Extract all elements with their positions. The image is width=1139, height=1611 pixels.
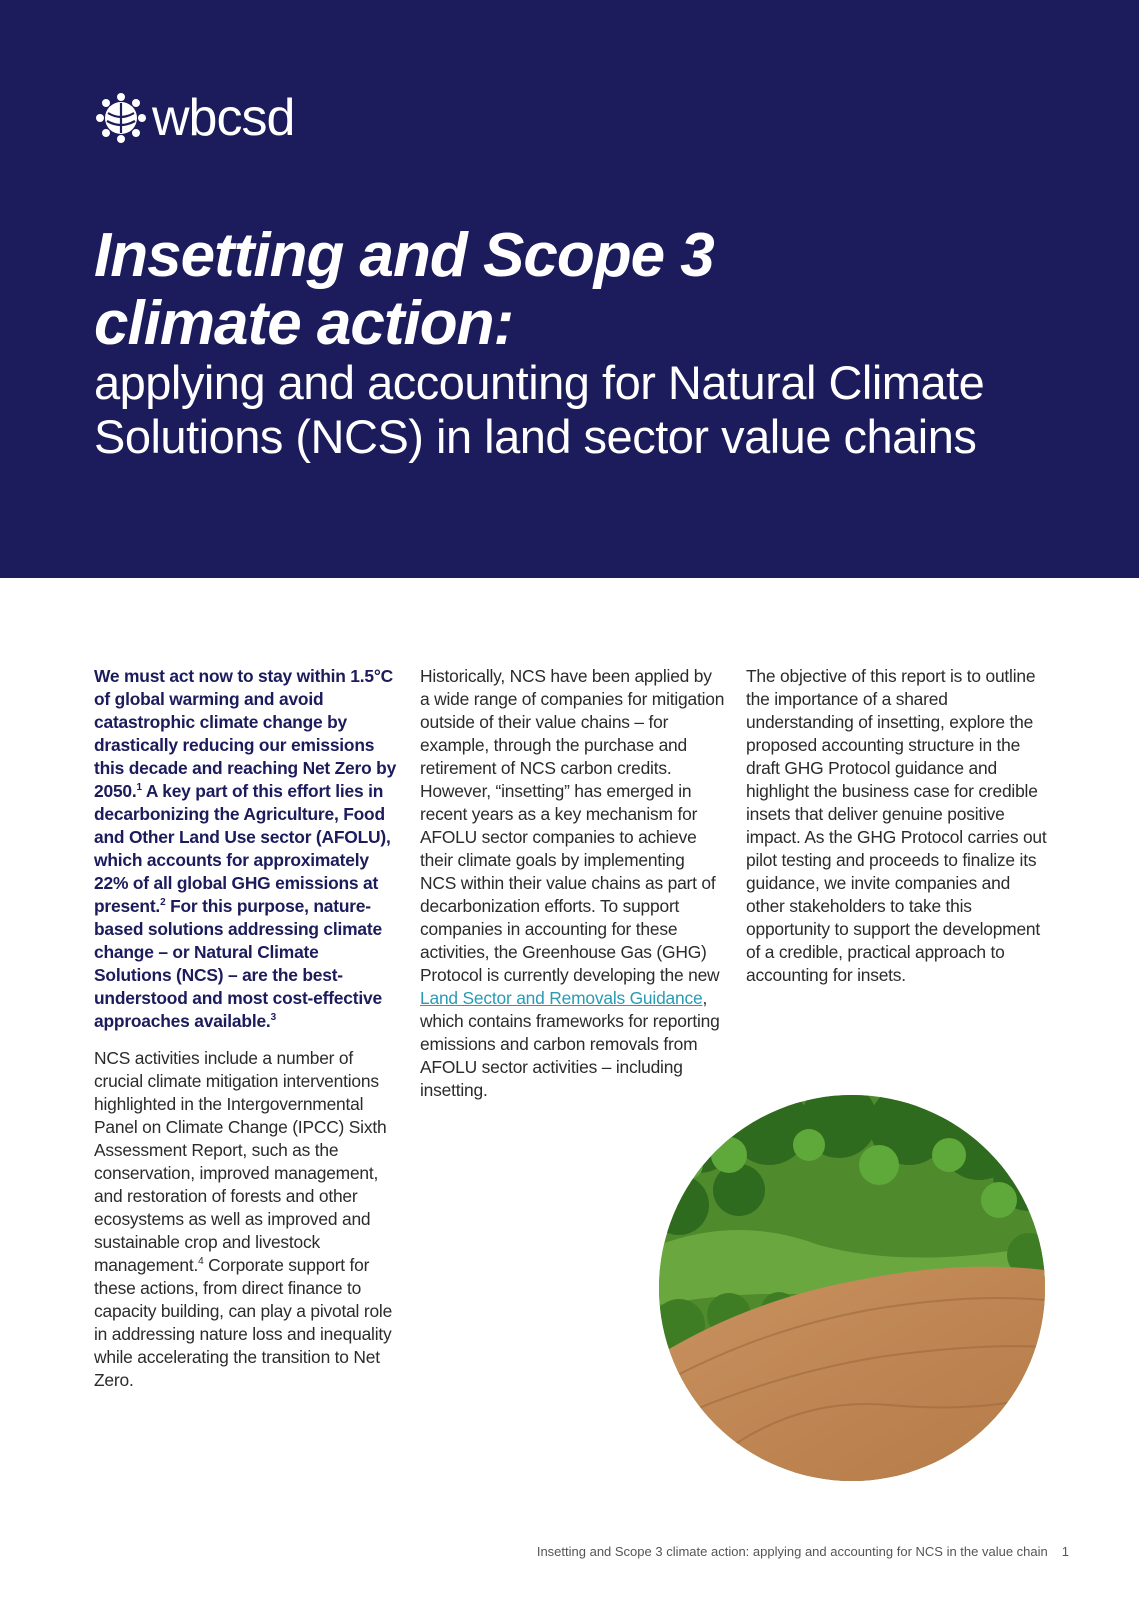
title-line-1: Insetting and Scope 3 (94, 221, 714, 290)
lead-text-c: For this purpose, nature-based solutions addressing climate change – or Natural Climate Solutions (NCS) – are the best-understood and most cost-effective approaches available. (94, 896, 382, 1031)
page-footer (537, 1544, 1069, 1559)
column-3 (746, 665, 1051, 987)
body-text-b: Corporate support for these actions, from direct finance to capacity building, can play a pivotal role in addressing nature loss and inequality while accelerating the transition to Net Zero. (94, 1255, 393, 1390)
land-sector-guidance-link[interactable]: Land Sector and Removals Guidance (420, 988, 703, 1008)
wbcsd-globe-icon (94, 91, 148, 145)
subtitle-line-1: applying and accounting for Natural Climate (94, 356, 985, 409)
footnote-ref-1[interactable]: 1 (136, 782, 142, 794)
wbcsd-logo[interactable] (94, 88, 294, 148)
lead-text-a: We must act now to stay within 1.5°C of global warming and avoid catastrophic climate change by drastically reducing our emissions this decade and reaching Net Zero by 2050. (94, 666, 397, 801)
aerial-forest-field-image (659, 1095, 1045, 1481)
history-text-a: Historically, NCS have been applied by a wide range of companies for mitigation outside of their value chains – for example, through the purchase and retirement of NCS carbon credits. However, “insetting” has emerged in recent years as a key mechanism for AFOLU sector companies to achieve their climate goals by implementing NCS within their value chains as part of decarbonization efforts. To support companies in accounting for these activities, the Greenhouse Gas (GHG) Protocol is currently developing the new (420, 666, 725, 985)
column-1 (94, 665, 399, 1392)
subtitle-line-2: Solutions (NCS) in land sector value chains (94, 410, 977, 463)
body-text-a: NCS activities include a number of crucial climate mitigation interventions highlighted in the Intergovernmental Panel on Climate Change (IPCC) Sixth Assessment Report, such as the conservation, improved management, and restoration of forests and other ecosystems as well as improved and sustainable crop and livestock management. (94, 1048, 387, 1275)
body-paragraph-objective: The objective of this report is to outline the importance of a shared understanding of insetting, explore the proposed accounting structure in the draft GHG Protocol guidance and highlight the business case for credible insets that deliver genuine positive impact. As the GHG Protocol carries out pilot testing and proceeds to finalize its guidance, we invite companies and other stakeholders to take this opportunity to support the development of a credible, practical approach to accounting for insets. (746, 666, 1047, 985)
body-paragraph-history (420, 665, 725, 1102)
footnote-ref-4[interactable]: 4 (198, 1256, 204, 1268)
page-title (94, 222, 1074, 358)
header-banner (0, 0, 1139, 578)
body-paragraph-ncs (94, 1047, 399, 1392)
title-line-2: climate action: (94, 289, 514, 358)
footnote-ref-3[interactable]: 3 (270, 1012, 276, 1024)
page-subtitle (94, 356, 1094, 464)
footer-text: Insetting and Scope 3 climate action: applying and accounting for NCS in the value chain (536, 1544, 1048, 1559)
history-text-b: , which contains frameworks for reporting emissions and carbon removals from AFOLU sector activities – including insetting. (420, 988, 720, 1100)
page-number: 1 (1061, 1544, 1069, 1559)
footnote-ref-2[interactable]: 2 (160, 897, 166, 909)
lead-paragraph (94, 665, 399, 1033)
column-2 (420, 665, 725, 1102)
logo-text: wbcsd (152, 89, 295, 147)
lead-text-b: A key part of this effort lies in decarbonizing the Agriculture, Food and Other Land Use sector (AFOLU), which accounts for approximately 22% of all global GHG emissions at present. (94, 781, 391, 916)
